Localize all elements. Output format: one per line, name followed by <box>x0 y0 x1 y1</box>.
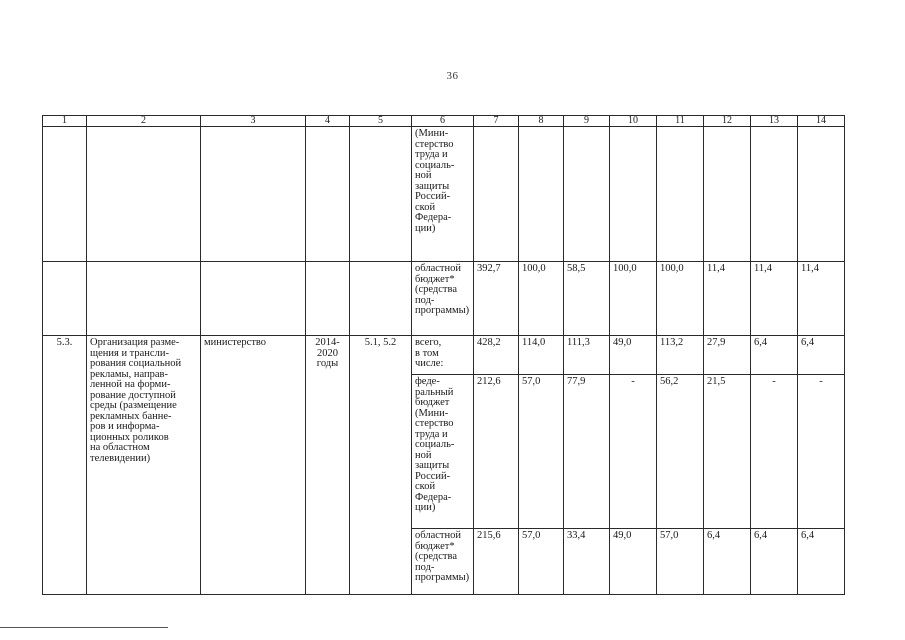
column-header: 8 <box>519 116 564 127</box>
value-cell: 428,2 <box>474 336 519 375</box>
value-cell: 27,9 <box>704 336 751 375</box>
value-cell: 6,4 <box>751 336 798 375</box>
value-cell: 100,0 <box>657 262 704 336</box>
table-cell <box>350 262 412 336</box>
column-header: 13 <box>751 116 798 127</box>
table-header-row <box>43 116 845 127</box>
table-row-item-5-3 <box>43 336 845 375</box>
value-cell: 11,4 <box>751 262 798 336</box>
column-header: 4 <box>306 116 350 127</box>
value-cell: 57,0 <box>519 529 564 595</box>
column-header: 12 <box>704 116 751 127</box>
value-cell: 11,4 <box>704 262 751 336</box>
table-cell <box>201 262 306 336</box>
table-cell <box>87 262 201 336</box>
table-row <box>43 127 845 262</box>
funding-source-cell: (Мини- стерство труда и социаль- ной защиты Россий- ской Федера- ции) <box>412 127 474 262</box>
value-cell: 58,5 <box>564 262 610 336</box>
value-cell: 11,4 <box>798 262 845 336</box>
table-cell <box>43 262 87 336</box>
table-cell <box>350 127 412 262</box>
column-header: 1 <box>43 116 87 127</box>
column-header: 9 <box>564 116 610 127</box>
table-cell <box>798 127 845 262</box>
column-header: 14 <box>798 116 845 127</box>
value-cell: 392,7 <box>474 262 519 336</box>
footnote-separator <box>0 627 168 628</box>
funding-source-cell: всего, в том числе: <box>412 336 474 375</box>
value-cell: 212,6 <box>474 375 519 529</box>
value-cell: 100,0 <box>519 262 564 336</box>
page-number: 36 <box>446 70 459 82</box>
funding-source-cell: феде- ральный бюджет (Мини- стерство труда и социаль- ной защиты Россий- ской Федера- ции) <box>412 375 474 529</box>
value-cell: 215,6 <box>474 529 519 595</box>
value-cell: 21,5 <box>704 375 751 529</box>
table-cell <box>751 127 798 262</box>
column-header: 7 <box>474 116 519 127</box>
column-header: 3 <box>201 116 306 127</box>
value-cell: 56,2 <box>657 375 704 529</box>
column-header: 10 <box>610 116 657 127</box>
budget-table <box>42 115 845 595</box>
column-header: 2 <box>87 116 201 127</box>
value-cell: 6,4 <box>751 529 798 595</box>
value-cell: 49,0 <box>610 529 657 595</box>
table-cell <box>474 127 519 262</box>
column-header: 11 <box>657 116 704 127</box>
value-cell: 49,0 <box>610 336 657 375</box>
item-number: 5.3. <box>43 336 87 595</box>
value-cell: 113,2 <box>657 336 704 375</box>
table-cell <box>610 127 657 262</box>
value-cell: 57,0 <box>519 375 564 529</box>
value-cell: 77,9 <box>564 375 610 529</box>
value-cell: 33,4 <box>564 529 610 595</box>
value-cell: 6,4 <box>704 529 751 595</box>
value-cell: 114,0 <box>519 336 564 375</box>
table-cell <box>306 262 350 336</box>
value-cell: 111,3 <box>564 336 610 375</box>
value-cell: 57,0 <box>657 529 704 595</box>
table-cell <box>201 127 306 262</box>
value-cell: 6,4 <box>798 336 845 375</box>
item-period: 2014- 2020 годы <box>306 336 350 595</box>
column-header: 5 <box>350 116 412 127</box>
table-row <box>43 262 845 336</box>
table-cell <box>704 127 751 262</box>
column-header: 6 <box>412 116 474 127</box>
item-executor: министерство <box>201 336 306 595</box>
table-cell <box>43 127 87 262</box>
item-indicators: 5.1, 5.2 <box>350 336 412 595</box>
value-cell: - <box>751 375 798 529</box>
table-cell <box>657 127 704 262</box>
table-cell <box>87 127 201 262</box>
table-cell <box>564 127 610 262</box>
funding-source-cell: областной бюджет* (средства под- программы) <box>412 529 474 595</box>
value-cell: - <box>610 375 657 529</box>
value-cell: 6,4 <box>798 529 845 595</box>
funding-source-cell: областной бюджет* (средства под- программы) <box>412 262 474 336</box>
item-name: Организация разме- щения и трансли- рования социальной рекламы, направ- ленной на форми- рование доступной среды (размещение рекламных банне- ров и информа- ционных роликов на областном телевидении) <box>87 336 201 595</box>
value-cell: - <box>798 375 845 529</box>
table-cell <box>519 127 564 262</box>
table-cell <box>306 127 350 262</box>
value-cell: 100,0 <box>610 262 657 336</box>
